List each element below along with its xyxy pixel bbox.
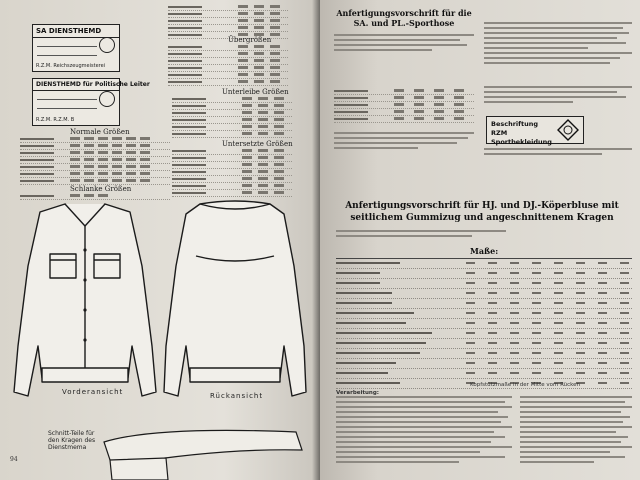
right-column-text-2	[484, 86, 632, 106]
table-title: Normale Größen	[70, 128, 130, 136]
sporthose-size-table	[334, 88, 474, 123]
table-caption: Kopfstützmaße in der Mitte vom Rücken	[470, 382, 581, 388]
size-table-normal	[20, 128, 170, 200]
body-label: Verarbeitung:	[336, 390, 379, 396]
top-intro-text	[334, 34, 474, 54]
main-heading: Anfertigungsvorschrift für HJ. und DJ.-Köperbluse mit seitlichem Gummizug und angeschnittenem Kragen	[345, 201, 619, 223]
seal-icon	[99, 37, 115, 53]
size-table-stocky	[172, 140, 292, 197]
right-column-text-3	[484, 148, 632, 158]
stamp-text: Beschriftung RZM Sportbekleidung	[491, 120, 552, 146]
maße-label: Maße:	[470, 246, 499, 256]
caption-front-view: Vorderansicht	[62, 388, 124, 396]
right-page	[320, 0, 640, 480]
caption-back-view: Rückansicht	[210, 392, 264, 400]
seal-icon	[99, 91, 115, 107]
main-body-text-right	[520, 396, 632, 466]
size-table-underweight	[172, 88, 292, 138]
collar-pattern-drawing	[96, 420, 312, 480]
main-body-text-left	[336, 396, 512, 466]
pl-label	[32, 78, 150, 126]
sa-label	[32, 24, 120, 72]
table-title: Schlanke Größen	[70, 185, 132, 193]
size-table-right-1	[168, 4, 288, 39]
table-title: Unterleibe Größen	[222, 88, 289, 96]
pl-label-footer: R.Z.M. R.Z.M. B	[36, 117, 75, 123]
jacket-back-drawing	[160, 196, 310, 416]
top-heading: Anfertigungsvorschrift für die SA. und PL.-Sporthose	[336, 8, 472, 28]
jacket-front-drawing	[10, 196, 160, 416]
top-body-text	[334, 132, 474, 152]
sa-label-footer: R.Z.M. Reichszeugmeisterei	[36, 63, 106, 69]
table-title: Übergrößen	[228, 36, 272, 44]
size-table-overgrowth	[168, 36, 288, 86]
right-column-text	[484, 22, 632, 67]
pl-label-title: DIENSTHEMD für Politische Leiter	[33, 79, 119, 91]
table-title: Untersetzte Größen	[222, 140, 293, 148]
page-number: 94	[10, 456, 18, 463]
rzm-stamp	[486, 116, 584, 144]
blouse-size-table	[336, 258, 632, 389]
sa-label-title: SA DIENSTHEMD	[33, 25, 119, 38]
caption-collar: Schnitt-Teile für den Kragen des Dienstmema	[48, 430, 96, 451]
rzm-emblem-icon	[557, 119, 579, 141]
main-intro-text	[336, 230, 506, 240]
